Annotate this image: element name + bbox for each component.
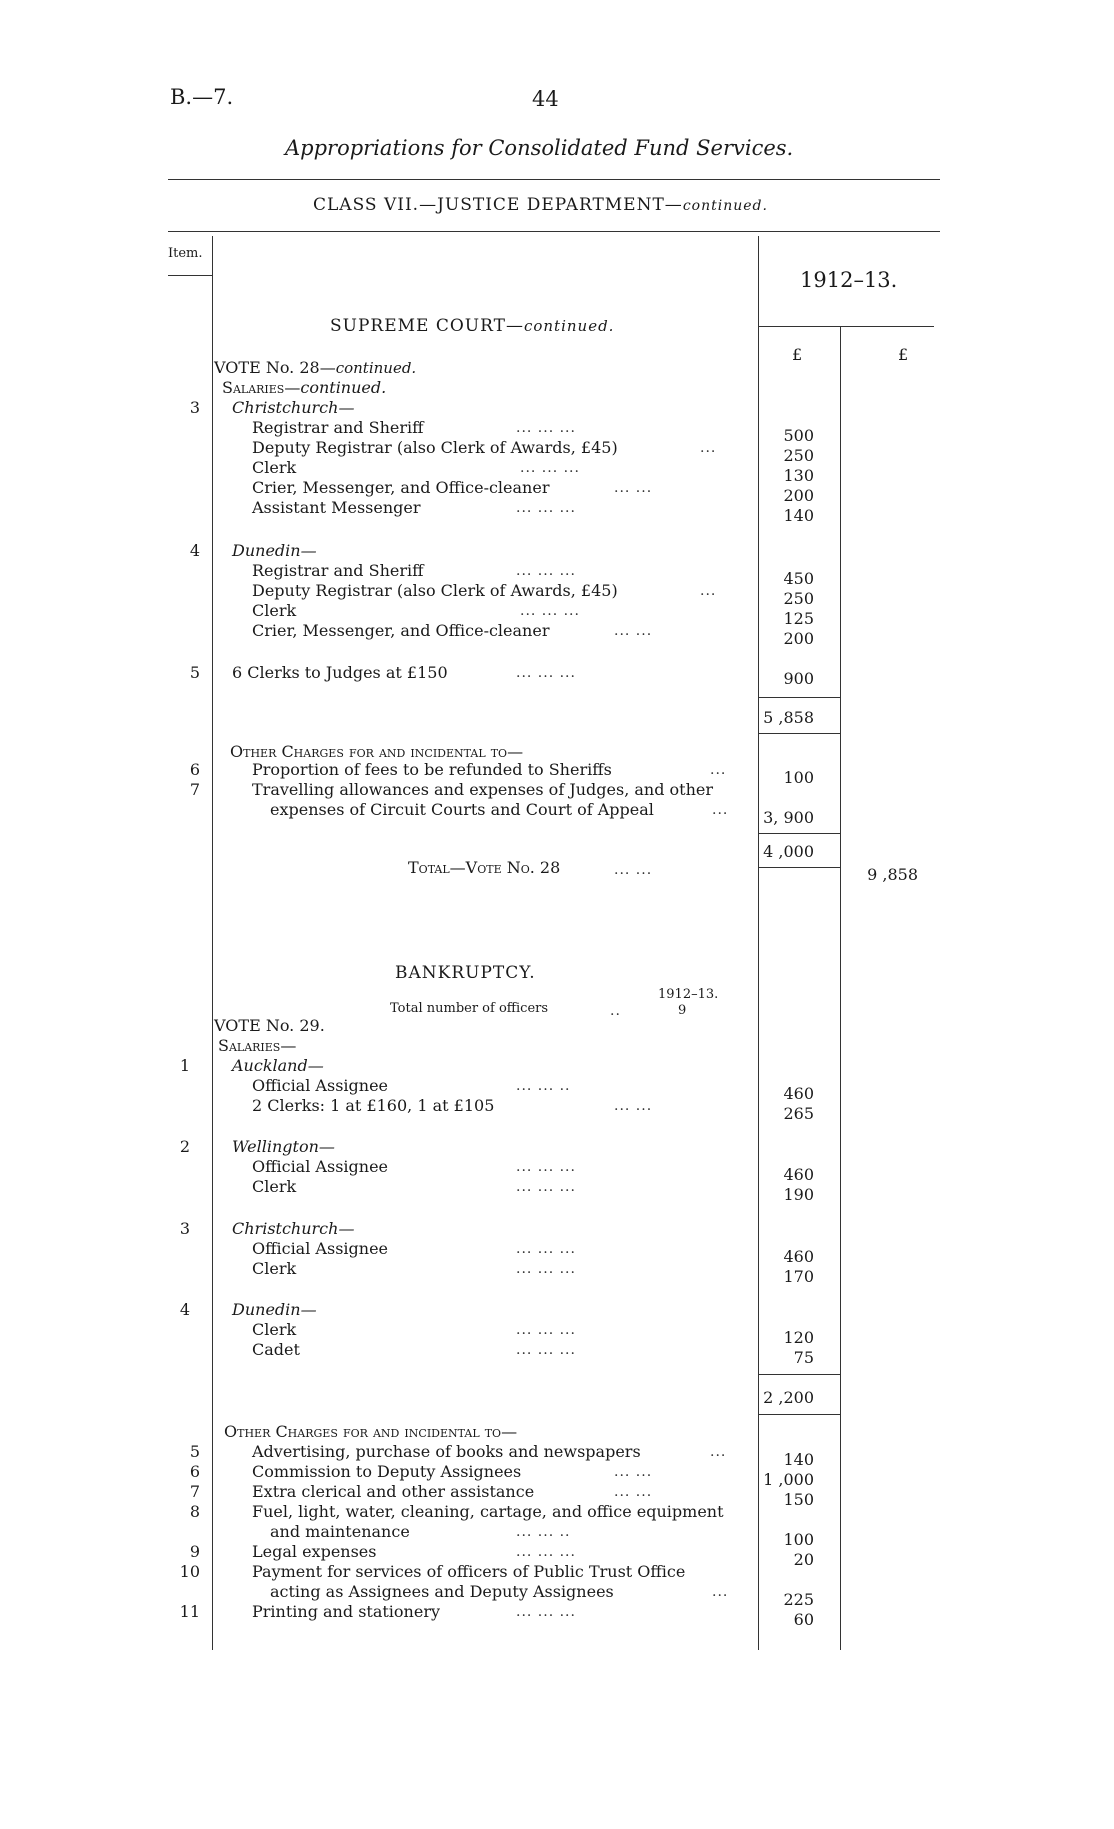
line-amount: 900 <box>783 669 814 688</box>
officers-count: 9 <box>678 1003 687 1018</box>
line-label-cont: expenses of Circuit Courts and Court of Appeal <box>270 800 654 819</box>
leader-dots: ... ... ... <box>520 603 580 619</box>
leader-dots: ... ... <box>614 1098 653 1114</box>
vote-total-label: Total—Vote No. 28 <box>408 858 561 877</box>
leader-dots: ... <box>700 440 717 456</box>
line-label: Advertising, purchase of books and newspapers <box>252 1442 641 1461</box>
leader-dots: ... ... ... <box>516 1544 576 1560</box>
item-column-header: Item. <box>168 246 203 261</box>
line-label-cont: and maintenance <box>270 1522 410 1541</box>
leader-dots: .. <box>610 1003 621 1019</box>
line-label: Extra clerical and other assistance <box>252 1482 535 1501</box>
salaries-subtotal: 5 ,858 <box>763 708 814 727</box>
line-label: Registrar and Sheriff <box>252 418 424 437</box>
line-amount: 1 ,000 <box>763 1470 814 1489</box>
item-number: 1 <box>179 1056 190 1075</box>
line-label: Proportion of fees to be refunded to Sheriffs <box>252 760 612 779</box>
leader-dots: ... <box>710 1444 727 1460</box>
bankruptcy-salaries-subtotal: 2 ,200 <box>763 1388 814 1407</box>
line-label: Deputy Registrar (also Clerk of Awards, £45) <box>252 581 618 600</box>
item-number: 4 <box>179 1300 190 1319</box>
vote-28-main: VOTE No. 28— <box>214 358 336 377</box>
line-amount: 460 <box>783 1165 814 1184</box>
line-amount: 60 <box>793 1610 814 1629</box>
line-label: Official Assignee <box>252 1239 388 1258</box>
leader-dots: ... ... ... <box>516 1241 576 1257</box>
place-name: Christchurch— <box>232 1219 355 1238</box>
item-number: 8 <box>189 1502 200 1521</box>
officers-label: Total number of officers <box>390 1001 549 1016</box>
page-number: 44 <box>532 87 559 111</box>
leader-dots: ... ... ... <box>516 500 576 516</box>
subtotal-rule <box>758 833 840 834</box>
line-label: Assistant Messenger <box>252 498 421 517</box>
supreme-court-heading <box>330 316 614 336</box>
item-number: 10 <box>179 1562 200 1581</box>
place-name: Christchurch— <box>232 398 355 417</box>
line-label: Crier, Messenger, and Office-cleaner <box>252 621 550 640</box>
line-label: Clerk <box>252 458 297 477</box>
subtotal-rule <box>758 1414 840 1415</box>
document-ref: B.—7. <box>170 85 234 109</box>
salaries-heading <box>222 378 386 397</box>
leader-dots: ... ... <box>614 480 653 496</box>
pound-sign-total: £ <box>898 345 909 364</box>
leader-dots: ... ... <box>614 1464 653 1480</box>
line-amount: 140 <box>783 506 814 525</box>
place-name: Dunedin— <box>232 541 317 560</box>
line-label: Printing and stationery <box>252 1602 441 1621</box>
line-label-cont: acting as Assignees and Deputy Assignees <box>270 1582 614 1601</box>
other-charges-heading: Other Charges for and incidental to— <box>230 742 524 761</box>
item-number: 7 <box>189 780 200 799</box>
salaries-main: Salaries— <box>222 378 301 397</box>
item-number: 5 <box>189 663 200 682</box>
line-label: Clerk <box>252 1320 297 1339</box>
bankruptcy-salaries-heading: Salaries— <box>218 1036 297 1055</box>
line-amount: 140 <box>783 1450 814 1469</box>
line-label: Commission to Deputy Assignees <box>252 1462 522 1481</box>
vote-29-heading: VOTE No. 29. <box>214 1016 325 1035</box>
leader-dots: ... ... ... <box>516 1261 576 1277</box>
leader-dots: ... <box>712 802 729 818</box>
line-amount: 450 <box>783 569 814 588</box>
line-amount: 200 <box>783 629 814 648</box>
line-amount: 250 <box>783 446 814 465</box>
place-name: Dunedin— <box>232 1300 317 1319</box>
leader-dots: ... ... ... <box>516 1159 576 1175</box>
line-amount: 150 <box>783 1490 814 1509</box>
leader-dots: ... <box>710 762 727 778</box>
leader-dots: ... ... ... <box>516 1322 576 1338</box>
leader-dots: ... ... ... <box>516 1342 576 1358</box>
line-amount: 20 <box>793 1550 814 1569</box>
leader-dots: ... ... <box>614 1484 653 1500</box>
leader-dots: ... ... <box>614 623 653 639</box>
line-label: Deputy Registrar (also Clerk of Awards, £45) <box>252 438 618 457</box>
line-label: 6 Clerks to Judges at £150 <box>232 663 448 682</box>
item-number: 7 <box>189 1482 200 1501</box>
leader-dots: ... ... ... <box>516 665 576 681</box>
year-column-header: 1912–13. <box>800 268 898 292</box>
line-amount: 120 <box>783 1328 814 1347</box>
line-amount: 130 <box>783 466 814 485</box>
vote-28-cont: continued. <box>335 359 417 377</box>
line-label: Official Assignee <box>252 1157 388 1176</box>
line-amount: 3, 900 <box>763 808 814 827</box>
place-name: Auckland— <box>232 1056 324 1075</box>
place-name: Wellington— <box>232 1137 335 1156</box>
item-number: 6 <box>189 1462 200 1481</box>
class-heading-main: CLASS VII.—JUSTICE DEPARTMENT— <box>313 195 683 215</box>
item-number: 3 <box>179 1219 190 1238</box>
line-label: Cadet <box>252 1340 300 1359</box>
vote-28-heading <box>214 358 416 377</box>
pound-sign-amount: £ <box>792 345 803 364</box>
class-heading <box>313 195 768 215</box>
line-amount: 500 <box>783 426 814 445</box>
item-number: 11 <box>179 1602 200 1621</box>
line-label: Official Assignee <box>252 1076 388 1095</box>
bankruptcy-heading: BANKRUPTCY. <box>395 963 536 983</box>
line-amount: 200 <box>783 486 814 505</box>
line-label: Clerk <box>252 601 297 620</box>
supreme-heading-cont: continued. <box>523 317 615 335</box>
line-amount: 75 <box>793 1348 814 1367</box>
line-amount: 100 <box>783 1530 814 1549</box>
line-label: Fuel, light, water, cleaning, cartage, and office equipment <box>252 1502 724 1521</box>
line-amount: 460 <box>783 1084 814 1103</box>
subtotal-rule <box>758 697 840 698</box>
line-label: Crier, Messenger, and Office-cleaner <box>252 478 550 497</box>
line-label: 2 Clerks: 1 at £160, 1 at £105 <box>252 1096 495 1115</box>
leader-dots: ... ... ... <box>516 1604 576 1620</box>
item-number: 6 <box>189 760 200 779</box>
total-column-line <box>840 326 841 1650</box>
line-label: Clerk <box>252 1259 297 1278</box>
line-label: Legal expenses <box>252 1542 377 1561</box>
leader-dots: ... ... .. <box>516 1078 571 1094</box>
supreme-heading-main: SUPREME COURT— <box>330 316 524 336</box>
leader-dots: ... ... ... <box>516 563 576 579</box>
line-label: Travelling allowances and expenses of Judges, and other <box>252 780 714 799</box>
leader-dots: ... <box>712 1584 729 1600</box>
line-amount: 100 <box>783 768 814 787</box>
salaries-cont: continued. <box>300 378 387 397</box>
officers-year: 1912–13. <box>658 987 719 1002</box>
vote-28-total: 9 ,858 <box>867 865 918 884</box>
year-rule <box>758 326 934 327</box>
other-charges-subtotal: 4 ,000 <box>763 842 814 861</box>
leader-dots: ... <box>700 583 717 599</box>
line-amount: 250 <box>783 589 814 608</box>
subtotal-rule <box>758 1374 840 1375</box>
line-amount: 190 <box>783 1185 814 1204</box>
line-amount: 460 <box>783 1247 814 1266</box>
line-amount: 125 <box>783 609 814 628</box>
class-heading-cont: continued. <box>682 198 768 214</box>
leader-dots: ... ... <box>614 862 653 878</box>
class-rule <box>168 231 940 232</box>
page-title: Appropriations for Consolidated Fund Services. <box>285 136 794 160</box>
item-number: 5 <box>189 1442 200 1461</box>
item-header-rule <box>168 275 212 276</box>
bankruptcy-other-heading: Other Charges for and incidental to— <box>224 1422 518 1441</box>
line-label: Payment for services of officers of Public Trust Office <box>252 1562 686 1581</box>
leader-dots: ... ... ... <box>516 1179 576 1195</box>
subtotal-rule <box>758 733 840 734</box>
line-amount: 170 <box>783 1267 814 1286</box>
item-number: 3 <box>189 398 200 417</box>
title-rule <box>168 179 940 180</box>
item-number: 2 <box>179 1137 190 1156</box>
line-amount: 225 <box>783 1590 814 1609</box>
item-column-line <box>212 236 213 1650</box>
leader-dots: ... ... .. <box>516 1524 571 1540</box>
item-number: 4 <box>189 541 200 560</box>
leader-dots: ... ... ... <box>520 460 580 476</box>
line-label: Clerk <box>252 1177 297 1196</box>
line-label: Registrar and Sheriff <box>252 561 424 580</box>
item-number: 9 <box>189 1542 200 1561</box>
leader-dots: ... ... ... <box>516 420 576 436</box>
line-amount: 265 <box>783 1104 814 1123</box>
